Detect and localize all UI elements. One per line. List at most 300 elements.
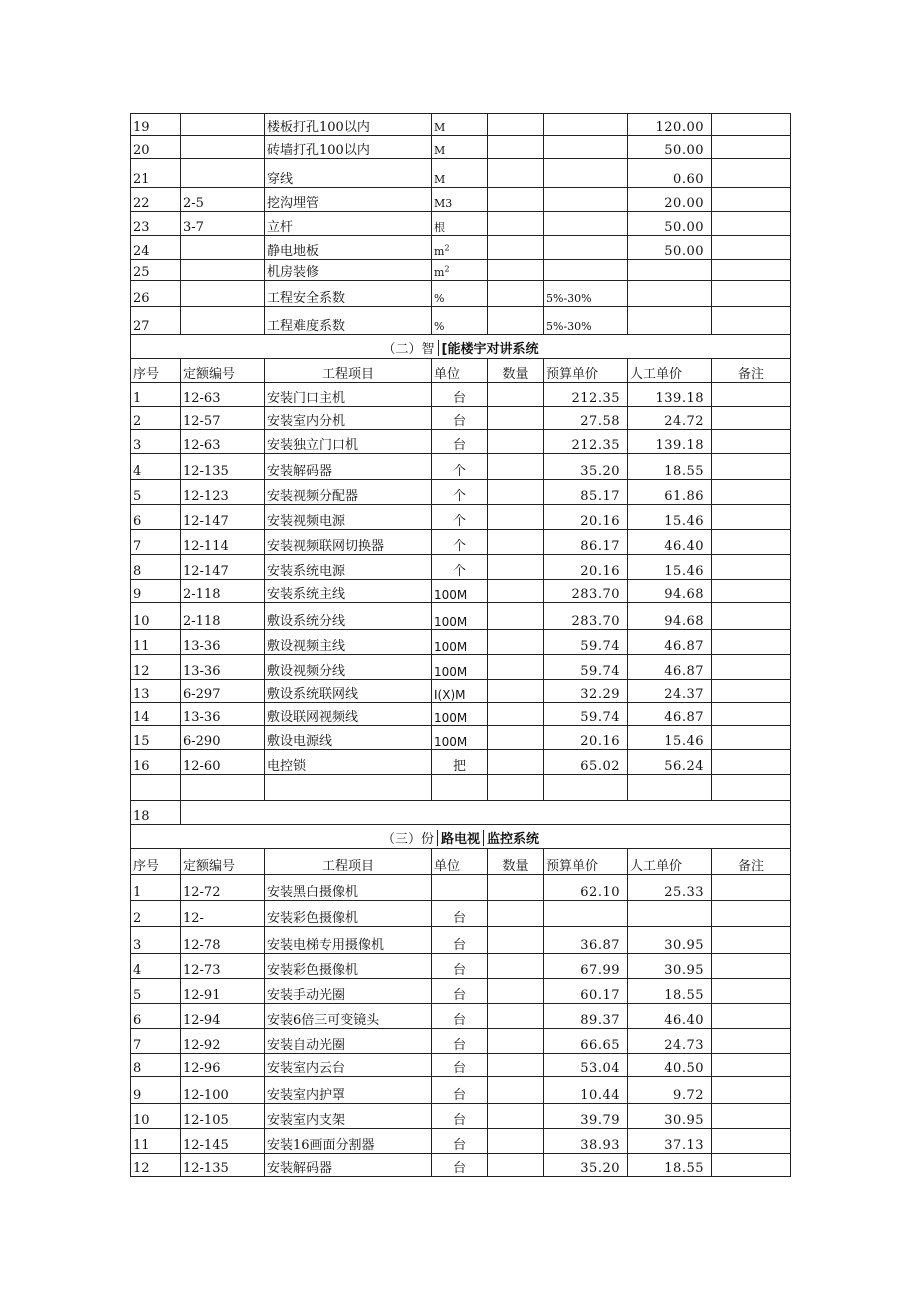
quantity-cell (488, 407, 544, 430)
header-budget: 预算单价 (544, 849, 628, 875)
row-number: 11 (131, 1129, 181, 1154)
row-number: 2 (131, 407, 181, 430)
item-name: 安装6倍三可变镜头 (265, 1004, 432, 1029)
unit-cell: 台 (432, 979, 488, 1004)
remark-cell (712, 383, 791, 407)
unit-cell: 把 (432, 750, 488, 775)
labor-price: 94.68 (628, 580, 712, 603)
table-row (131, 979, 791, 1004)
item-name: 电控锁 (265, 750, 432, 775)
unit-cell: 个 (432, 555, 488, 580)
row-number: 8 (131, 1054, 181, 1077)
unit-cell: 个 (432, 480, 488, 505)
unit-cell: 100M (432, 703, 488, 726)
remark-cell (712, 726, 791, 750)
unit-cell: M (432, 114, 488, 136)
quantity-cell (488, 430, 544, 454)
unit-cell: 个 (432, 454, 488, 480)
item-name: 砖墙打孔100以内 (265, 136, 432, 159)
remark-cell (712, 159, 791, 188)
item-name: 安装室内云台 (265, 1054, 432, 1077)
item-name: 安装视频电源 (265, 505, 432, 530)
quota-code: 12-94 (181, 1004, 265, 1029)
quota-code (181, 236, 265, 260)
row-number: 22 (131, 188, 181, 212)
quota-code: 12-63 (181, 430, 265, 454)
remark-cell (712, 954, 791, 979)
quantity-cell (488, 530, 544, 555)
row-number: 7 (131, 1029, 181, 1054)
unit-cell: 台 (432, 954, 488, 979)
row-number: 3 (131, 927, 181, 954)
unit-cell: M (432, 159, 488, 188)
table-row (131, 1054, 791, 1077)
empty-cell (712, 775, 791, 801)
quota-code: 13-36 (181, 630, 265, 655)
row-number: 23 (131, 212, 181, 236)
table-row (131, 430, 791, 454)
quota-code (181, 307, 265, 335)
row-number: 18 (131, 801, 181, 825)
item-name: 工程安全系数 (265, 281, 432, 307)
unit-cell: 100M (432, 603, 488, 630)
row-number: 26 (131, 281, 181, 307)
labor-price: 15.46 (628, 726, 712, 750)
labor-price: 30.95 (628, 927, 712, 954)
quantity-cell (488, 655, 544, 680)
header-labor: 人工单价 (628, 849, 712, 875)
table-row (131, 927, 791, 954)
section-title-suffix: [能楼宇对讲系统 (441, 342, 539, 357)
quota-code: 6-290 (181, 726, 265, 750)
section-title-suffix: 路电视 (440, 832, 480, 847)
remark-cell (712, 430, 791, 454)
title-divider (438, 340, 439, 356)
item-name: 安装门口主机 (265, 383, 432, 407)
unit-cell: 台 (432, 1004, 488, 1029)
quantity-cell (488, 1054, 544, 1077)
item-name: 安装独立门口机 (265, 430, 432, 454)
unit-cell: 台 (432, 407, 488, 430)
budget-price (544, 188, 628, 212)
unit-cell: I(X)M (432, 680, 488, 703)
quota-code: 12-123 (181, 480, 265, 505)
header-remark: 备注 (712, 359, 791, 383)
budget-price (544, 236, 628, 260)
quota-code: 12-72 (181, 875, 265, 901)
table-body (131, 114, 791, 1177)
section-title-prefix: （三）份 (381, 832, 434, 847)
item-name: 安装16画面分割器 (265, 1129, 432, 1154)
section-title-suffix-2: 监控系统 (487, 832, 540, 847)
table-row (131, 454, 791, 480)
remark-cell (712, 136, 791, 159)
remark-cell (712, 875, 791, 901)
quantity-cell (488, 159, 544, 188)
table-row (131, 1129, 791, 1154)
unit-cell: 100M (432, 580, 488, 603)
empty-cell (628, 775, 712, 801)
remark-cell (712, 307, 791, 335)
budget-price: 20.16 (544, 555, 628, 580)
row-number: 25 (131, 260, 181, 281)
unit-cell: % (432, 281, 488, 307)
row-number: 21 (131, 159, 181, 188)
row-number: 16 (131, 750, 181, 775)
budget-price (544, 212, 628, 236)
unit-cell: % (432, 307, 488, 335)
row-number: 12 (131, 1154, 181, 1177)
quantity-cell (488, 726, 544, 750)
empty-cell (488, 775, 544, 801)
unit-cell: 100M (432, 726, 488, 750)
labor-price: 9.72 (628, 1077, 712, 1104)
section-title (131, 825, 791, 849)
item-name: 安装室内分机 (265, 407, 432, 430)
quantity-cell (488, 580, 544, 603)
quantity-cell (488, 236, 544, 260)
quantity-cell (488, 703, 544, 726)
budget-price (544, 136, 628, 159)
table-row (131, 407, 791, 430)
header-budget: 预算单价 (544, 359, 628, 383)
labor-price: 50.00 (628, 136, 712, 159)
quantity-cell (488, 901, 544, 927)
quota-code: 3-7 (181, 212, 265, 236)
table-row (131, 260, 791, 281)
quantity-cell (488, 212, 544, 236)
labor-price: 24.73 (628, 1029, 712, 1054)
merged-empty-cell (181, 801, 791, 825)
quantity-cell (488, 1004, 544, 1029)
row-number: 14 (131, 703, 181, 726)
item-name: 安装自动光圈 (265, 1029, 432, 1054)
budget-price: 59.74 (544, 630, 628, 655)
budget-price: 5%-30% (544, 281, 628, 307)
row-number: 12 (131, 655, 181, 680)
remark-cell (712, 236, 791, 260)
quota-code: 12-57 (181, 407, 265, 430)
unit-cell: 台 (432, 430, 488, 454)
quantity-cell (488, 603, 544, 630)
table-row (131, 726, 791, 750)
item-name: 安装电梯专用摄像机 (265, 927, 432, 954)
quantity-cell (488, 454, 544, 480)
row-number: 4 (131, 454, 181, 480)
table-row (131, 875, 791, 901)
row-number: 10 (131, 603, 181, 630)
quota-code: 12-100 (181, 1077, 265, 1104)
row-number: 1 (131, 383, 181, 407)
unit-cell: 台 (432, 383, 488, 407)
quantity-cell (488, 281, 544, 307)
unit-cell (432, 875, 488, 901)
quota-code: 12-91 (181, 979, 265, 1004)
labor-price: 20.00 (628, 188, 712, 212)
quantity-cell (488, 383, 544, 407)
unit-cell: 根 (432, 212, 488, 236)
labor-price: 24.37 (628, 680, 712, 703)
row-number: 24 (131, 236, 181, 260)
header-labor: 人工单价 (628, 359, 712, 383)
unit-cell: $m^2$ (432, 260, 488, 281)
quota-code: 12-78 (181, 927, 265, 954)
quantity-cell (488, 875, 544, 901)
quota-code (181, 114, 265, 136)
budget-price: 62.10 (544, 875, 628, 901)
empty-cell (265, 775, 432, 801)
unit-cell: 台 (432, 1054, 488, 1077)
quantity-cell (488, 680, 544, 703)
budget-price (544, 159, 628, 188)
remark-cell (712, 281, 791, 307)
row-number: 20 (131, 136, 181, 159)
header-row (131, 359, 791, 383)
row-number: 6 (131, 1004, 181, 1029)
quota-code: 12-73 (181, 954, 265, 979)
item-name: 安装彩色摄像机 (265, 901, 432, 927)
remark-cell (712, 1004, 791, 1029)
item-name: 安装系统主线 (265, 580, 432, 603)
remark-cell (712, 1054, 791, 1077)
quota-code (181, 159, 265, 188)
row-number: 6 (131, 505, 181, 530)
header-code: 定额编号 (181, 359, 265, 383)
labor-price: 46.87 (628, 703, 712, 726)
row-number: 11 (131, 630, 181, 655)
item-name: 穿线 (265, 159, 432, 188)
header-item: 工程项目 (265, 359, 432, 383)
quantity-cell (488, 188, 544, 212)
header-no: 序号 (131, 359, 181, 383)
remark-cell (712, 680, 791, 703)
row-number: 9 (131, 1077, 181, 1104)
header-row (131, 849, 791, 875)
empty-cell (131, 775, 181, 801)
budget-price: 283.70 (544, 580, 628, 603)
budget-price: 27.58 (544, 407, 628, 430)
remark-cell (712, 188, 791, 212)
quantity-cell (488, 260, 544, 281)
table-row (131, 680, 791, 703)
budget-price: 212.35 (544, 430, 628, 454)
labor-price: 15.46 (628, 505, 712, 530)
quantity-cell (488, 1029, 544, 1054)
remark-cell (712, 750, 791, 775)
remark-cell (712, 505, 791, 530)
row-number: 5 (131, 979, 181, 1004)
remark-cell (712, 1104, 791, 1129)
quantity-cell (488, 555, 544, 580)
remark-cell (712, 555, 791, 580)
table-row (131, 530, 791, 555)
row-number: 10 (131, 1104, 181, 1129)
quota-code: 12-92 (181, 1029, 265, 1054)
item-name: 静电地板 (265, 236, 432, 260)
section-title-row (131, 335, 791, 359)
table-row (131, 114, 791, 136)
remark-cell (712, 530, 791, 555)
quota-code: 12-135 (181, 454, 265, 480)
labor-price: 37.13 (628, 1129, 712, 1154)
row-number: 4 (131, 954, 181, 979)
quantity-cell (488, 1104, 544, 1129)
labor-price (628, 260, 712, 281)
table-row (131, 580, 791, 603)
item-name: 敷设电源线 (265, 726, 432, 750)
unit-cell: 个 (432, 505, 488, 530)
budget-price: 212.35 (544, 383, 628, 407)
item-name: 楼板打孔100以内 (265, 114, 432, 136)
title-divider (483, 830, 484, 846)
labor-price: 18.55 (628, 454, 712, 480)
row-number: 1 (131, 875, 181, 901)
quota-code: 12-147 (181, 555, 265, 580)
budget-price: 32.29 (544, 680, 628, 703)
budget-price: 67.99 (544, 954, 628, 979)
budget-price: 36.87 (544, 927, 628, 954)
row-number: 13 (131, 680, 181, 703)
table-row (131, 212, 791, 236)
labor-price: 46.87 (628, 655, 712, 680)
quota-code: 13-36 (181, 655, 265, 680)
labor-price: 15.46 (628, 555, 712, 580)
quantity-cell (488, 750, 544, 775)
quota-table (130, 113, 791, 1177)
item-name: 安装黑白摄像机 (265, 875, 432, 901)
remark-cell (712, 901, 791, 927)
budget-price (544, 260, 628, 281)
table-row (131, 555, 791, 580)
budget-price: 35.20 (544, 454, 628, 480)
row-number: 15 (131, 726, 181, 750)
remark-cell (712, 603, 791, 630)
budget-price: 38.93 (544, 1129, 628, 1154)
quota-code (181, 260, 265, 281)
labor-price (628, 307, 712, 335)
item-name: 安装视频分配器 (265, 480, 432, 505)
section-title-row (131, 825, 791, 849)
remark-cell (712, 1029, 791, 1054)
remark-cell (712, 1077, 791, 1104)
item-name: 安装系统电源 (265, 555, 432, 580)
unit-cell: 100M (432, 630, 488, 655)
table-row (131, 1004, 791, 1029)
budget-price: 66.65 (544, 1029, 628, 1054)
item-name: 敷设系统分线 (265, 603, 432, 630)
item-name: 立杆 (265, 212, 432, 236)
labor-price: 46.40 (628, 530, 712, 555)
quota-code: 12-135 (181, 1154, 265, 1177)
labor-price: 139.18 (628, 430, 712, 454)
budget-price (544, 901, 628, 927)
quantity-cell (488, 307, 544, 335)
table-row (131, 603, 791, 630)
table-row (131, 1154, 791, 1177)
item-name: 安装解码器 (265, 454, 432, 480)
unit-cell: 台 (432, 1129, 488, 1154)
unit-cell: $m^2$ (432, 236, 488, 260)
table-row (131, 136, 791, 159)
budget-price: 283.70 (544, 603, 628, 630)
header-item: 工程项目 (265, 849, 432, 875)
labor-price: 18.55 (628, 1154, 712, 1177)
row-number: 7 (131, 530, 181, 555)
row-number: 27 (131, 307, 181, 335)
budget-price: 20.16 (544, 726, 628, 750)
unit-cell: 台 (432, 1029, 488, 1054)
table-row (131, 159, 791, 188)
labor-price: 25.33 (628, 875, 712, 901)
labor-price: 46.87 (628, 630, 712, 655)
row-number: 19 (131, 114, 181, 136)
remark-cell (712, 703, 791, 726)
row-number: 8 (131, 555, 181, 580)
quota-code: 6-297 (181, 680, 265, 703)
table-row (131, 954, 791, 979)
item-name: 敷设视频分线 (265, 655, 432, 680)
unit-cell: 台 (432, 1104, 488, 1129)
empty-cell (432, 775, 488, 801)
quantity-cell (488, 979, 544, 1004)
item-name: 安装手动光圈 (265, 979, 432, 1004)
item-name: 安装室内护罩 (265, 1077, 432, 1104)
header-unit: 单位 (432, 359, 488, 383)
quota-code: 2-5 (181, 188, 265, 212)
remark-cell (712, 407, 791, 430)
row-number: 9 (131, 580, 181, 603)
table-row (131, 655, 791, 680)
remark-cell (712, 655, 791, 680)
labor-price: 46.40 (628, 1004, 712, 1029)
quantity-cell (488, 630, 544, 655)
quota-code: 2-118 (181, 603, 265, 630)
remark-cell (712, 1154, 791, 1177)
labor-price (628, 901, 712, 927)
item-name: 敷设系统联网线 (265, 680, 432, 703)
budget-price: 39.79 (544, 1104, 628, 1129)
header-unit: 单位 (432, 849, 488, 875)
table-row (131, 383, 791, 407)
labor-price: 30.95 (628, 1104, 712, 1129)
unit-cell: 个 (432, 530, 488, 555)
header-qty: 数量 (488, 359, 544, 383)
budget-price (544, 114, 628, 136)
quantity-cell (488, 505, 544, 530)
remark-cell (712, 114, 791, 136)
row-number: 2 (131, 901, 181, 927)
item-name: 敷设联网视频线 (265, 703, 432, 726)
budget-price: 20.16 (544, 505, 628, 530)
remark-cell (712, 580, 791, 603)
table-row (131, 1077, 791, 1104)
budget-price: 59.74 (544, 703, 628, 726)
unit-cell: 台 (432, 1154, 488, 1177)
quota-code (181, 281, 265, 307)
header-code: 定额编号 (181, 849, 265, 875)
remark-cell (712, 979, 791, 1004)
labor-price: 61.86 (628, 480, 712, 505)
row-number: 5 (131, 480, 181, 505)
table-row (131, 901, 791, 927)
budget-price: 59.74 (544, 655, 628, 680)
remark-cell (712, 1129, 791, 1154)
labor-price: 139.18 (628, 383, 712, 407)
quantity-cell (488, 927, 544, 954)
header-qty: 数量 (488, 849, 544, 875)
table-row (131, 703, 791, 726)
remark-cell (712, 480, 791, 505)
